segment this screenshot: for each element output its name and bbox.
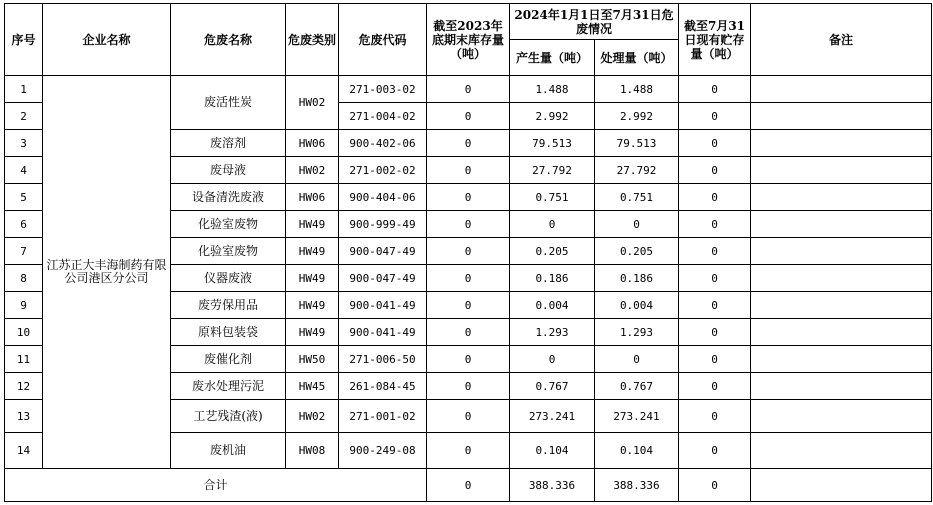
cell-waste-name: 废机油 — [171, 433, 286, 469]
cell-seq: 4 — [5, 157, 43, 184]
cell-category: HW02 — [286, 157, 339, 184]
cell-produced: 273.241 — [510, 400, 595, 433]
cell-current: 0 — [679, 319, 751, 346]
cell-seq: 1 — [5, 76, 43, 103]
cell-seq: 13 — [5, 400, 43, 433]
cell-waste-name: 废水处理污泥 — [171, 373, 286, 400]
cell-category: HW49 — [286, 319, 339, 346]
cell-stock: 0 — [427, 319, 510, 346]
cell-remark — [751, 103, 932, 130]
cell-category: HW02 — [286, 76, 339, 130]
cell-code: 900-041-49 — [339, 292, 427, 319]
header-waste-category: 危废类别 — [286, 4, 339, 76]
cell-produced: 0 — [510, 346, 595, 373]
cell-seq: 3 — [5, 130, 43, 157]
cell-current: 0 — [679, 184, 751, 211]
total-current: 0 — [679, 469, 751, 502]
cell-category: HW49 — [286, 211, 339, 238]
cell-remark — [751, 433, 932, 469]
cell-stock: 0 — [427, 76, 510, 103]
cell-category: HW49 — [286, 292, 339, 319]
cell-remark — [751, 157, 932, 184]
cell-seq: 11 — [5, 346, 43, 373]
cell-produced: 27.792 — [510, 157, 595, 184]
cell-waste-name: 仪器废液 — [171, 265, 286, 292]
cell-current: 0 — [679, 238, 751, 265]
cell-waste-name: 工艺残渣(液) — [171, 400, 286, 433]
cell-disposed: 0.004 — [595, 292, 679, 319]
cell-remark — [751, 373, 932, 400]
header-stock-2023: 截至2023年底期末库存量（吨） — [427, 4, 510, 76]
cell-code: 271-002-02 — [339, 157, 427, 184]
cell-waste-name: 原料包装袋 — [171, 319, 286, 346]
cell-current: 0 — [679, 373, 751, 400]
cell-disposed: 0.767 — [595, 373, 679, 400]
header-company: 企业名称 — [43, 4, 171, 76]
cell-produced: 0.186 — [510, 265, 595, 292]
cell-category: HW06 — [286, 184, 339, 211]
cell-code: 900-041-49 — [339, 319, 427, 346]
cell-seq: 12 — [5, 373, 43, 400]
cell-stock: 0 — [427, 238, 510, 265]
cell-code: 900-047-49 — [339, 265, 427, 292]
cell-code: 271-001-02 — [339, 400, 427, 433]
cell-disposed: 0.751 — [595, 184, 679, 211]
cell-disposed: 0.205 — [595, 238, 679, 265]
cell-waste-name: 化验室废物 — [171, 238, 286, 265]
cell-waste-name: 废溶剂 — [171, 130, 286, 157]
cell-seq: 8 — [5, 265, 43, 292]
cell-stock: 0 — [427, 157, 510, 184]
total-disposed: 388.336 — [595, 469, 679, 502]
cell-stock: 0 — [427, 211, 510, 238]
total-row — [5, 469, 932, 502]
cell-seq: 10 — [5, 319, 43, 346]
total-produced: 388.336 — [510, 469, 595, 502]
cell-seq: 2 — [5, 103, 43, 130]
cell-code: 271-004-02 — [339, 103, 427, 130]
cell-remark — [751, 346, 932, 373]
cell-produced: 0 — [510, 211, 595, 238]
cell-remark — [751, 400, 932, 433]
cell-disposed: 1.293 — [595, 319, 679, 346]
cell-disposed: 27.792 — [595, 157, 679, 184]
cell-code: 900-999-49 — [339, 211, 427, 238]
cell-remark — [751, 292, 932, 319]
header-stock-0731: 截至7月31日现有贮存量（吨） — [679, 4, 751, 76]
cell-stock: 0 — [427, 265, 510, 292]
cell-produced: 0.004 — [510, 292, 595, 319]
cell-seq: 6 — [5, 211, 43, 238]
header-row-1 — [5, 4, 932, 40]
cell-code: 271-003-02 — [339, 76, 427, 103]
header-seq: 序号 — [5, 4, 43, 76]
cell-remark — [751, 184, 932, 211]
cell-seq: 14 — [5, 433, 43, 469]
header-produced: 产生量（吨） — [510, 40, 595, 76]
cell-stock: 0 — [427, 184, 510, 211]
cell-waste-name: 废催化剂 — [171, 346, 286, 373]
cell-stock: 0 — [427, 103, 510, 130]
cell-stock: 0 — [427, 130, 510, 157]
cell-stock: 0 — [427, 400, 510, 433]
total-label: 合计 — [5, 469, 427, 502]
cell-code: 900-047-49 — [339, 238, 427, 265]
cell-current: 0 — [679, 76, 751, 103]
cell-current: 0 — [679, 103, 751, 130]
cell-disposed: 0 — [595, 211, 679, 238]
cell-stock: 0 — [427, 292, 510, 319]
cell-category: HW02 — [286, 400, 339, 433]
cell-waste-name: 废母液 — [171, 157, 286, 184]
cell-current: 0 — [679, 130, 751, 157]
cell-remark — [751, 265, 932, 292]
cell-current: 0 — [679, 433, 751, 469]
header-disposed: 处理量（吨） — [595, 40, 679, 76]
header-period: 2024年1月1日至7月31日危废情况 — [510, 4, 679, 40]
cell-produced: 1.488 — [510, 76, 595, 103]
cell-category: HW49 — [286, 265, 339, 292]
cell-stock: 0 — [427, 433, 510, 469]
cell-remark — [751, 130, 932, 157]
header-waste-name: 危废名称 — [171, 4, 286, 76]
cell-category: HW45 — [286, 373, 339, 400]
cell-current: 0 — [679, 346, 751, 373]
cell-produced: 1.293 — [510, 319, 595, 346]
table-row — [5, 76, 932, 103]
hazardous-waste-table — [4, 3, 932, 502]
cell-remark — [751, 211, 932, 238]
total-stock: 0 — [427, 469, 510, 502]
cell-waste-name: 设备清洗废液 — [171, 184, 286, 211]
cell-waste-name: 废劳保用品 — [171, 292, 286, 319]
cell-current: 0 — [679, 400, 751, 433]
cell-category: HW08 — [286, 433, 339, 469]
cell-disposed: 79.513 — [595, 130, 679, 157]
cell-seq: 7 — [5, 238, 43, 265]
cell-disposed: 273.241 — [595, 400, 679, 433]
cell-produced: 0.767 — [510, 373, 595, 400]
header-waste-code: 危废代码 — [339, 4, 427, 76]
cell-seq: 5 — [5, 184, 43, 211]
cell-code: 900-249-08 — [339, 433, 427, 469]
cell-disposed: 1.488 — [595, 76, 679, 103]
header-remark: 备注 — [751, 4, 932, 76]
total-remark — [751, 469, 932, 502]
cell-remark — [751, 238, 932, 265]
cell-category: HW06 — [286, 130, 339, 157]
cell-category: HW50 — [286, 346, 339, 373]
cell-code: 900-404-06 — [339, 184, 427, 211]
cell-disposed: 0 — [595, 346, 679, 373]
cell-disposed: 0.104 — [595, 433, 679, 469]
cell-current: 0 — [679, 157, 751, 184]
cell-produced: 0.205 — [510, 238, 595, 265]
cell-code: 900-402-06 — [339, 130, 427, 157]
cell-seq: 9 — [5, 292, 43, 319]
cell-remark — [751, 76, 932, 103]
cell-code: 271-006-50 — [339, 346, 427, 373]
cell-produced: 2.992 — [510, 103, 595, 130]
cell-code: 261-084-45 — [339, 373, 427, 400]
cell-remark — [751, 319, 932, 346]
cell-category: HW49 — [286, 238, 339, 265]
cell-produced: 0.104 — [510, 433, 595, 469]
cell-disposed: 0.186 — [595, 265, 679, 292]
company-name: 江苏正大丰海制药有限公司港区分公司 — [43, 76, 171, 469]
cell-disposed: 2.992 — [595, 103, 679, 130]
cell-stock: 0 — [427, 373, 510, 400]
cell-produced: 0.751 — [510, 184, 595, 211]
cell-current: 0 — [679, 211, 751, 238]
cell-stock: 0 — [427, 346, 510, 373]
cell-waste-name: 化验室废物 — [171, 211, 286, 238]
cell-current: 0 — [679, 292, 751, 319]
cell-current: 0 — [679, 265, 751, 292]
cell-waste-name: 废活性炭 — [171, 76, 286, 130]
cell-produced: 79.513 — [510, 130, 595, 157]
